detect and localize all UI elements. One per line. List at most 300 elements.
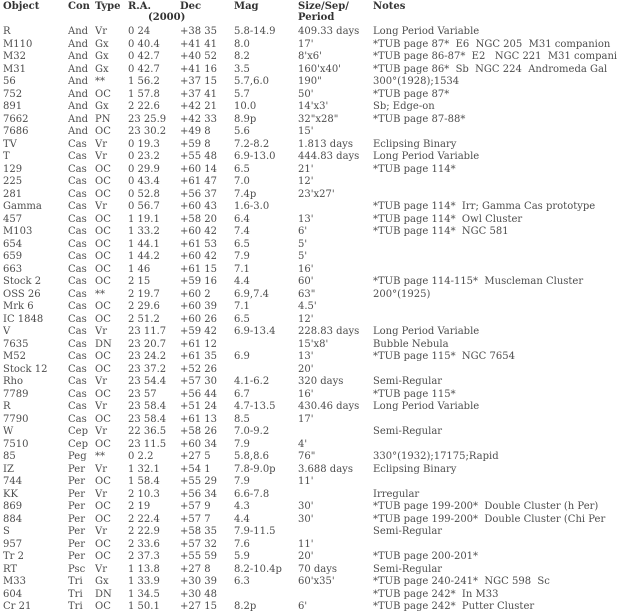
magnitude-cell: 7.1 (234, 301, 250, 312)
object-cell: 891 (3, 101, 23, 112)
constellation-cell: Cas (68, 176, 87, 187)
table-row (0, 476, 640, 489)
ra-cell: 1 19.1 (128, 213, 160, 225)
ra-cell: 23 20.7 (128, 338, 167, 350)
dec-cell: +61 53 (180, 238, 218, 250)
notes-cell: 200°(1925) (373, 288, 431, 300)
dec-cell: +60 42 (180, 251, 218, 262)
magnitude-cell: 7.4p (234, 188, 257, 200)
ra-cell: 23 54.4 (128, 376, 167, 387)
type-cell: Gx (95, 38, 109, 50)
ra-cell: 23 25.9 (128, 113, 167, 125)
magnitude-cell: 5.7 (234, 88, 250, 100)
table-row (0, 426, 640, 439)
object-cell: Mrk 6 (3, 301, 34, 312)
object-cell: IZ (3, 463, 14, 475)
dec-cell: +58 20 (180, 213, 218, 225)
header-size-line2: Period (298, 12, 335, 23)
constellation-cell: Cas (68, 151, 87, 162)
object-cell: Stock 12 (3, 363, 48, 375)
object-cell: 129 (3, 163, 23, 175)
type-cell: OC (95, 388, 111, 400)
notes-cell: *TUB page 199-200* Double Cluster (Chi Per (373, 513, 606, 525)
size-cell: 60' (298, 276, 314, 287)
dec-cell: +56 44 (180, 388, 218, 400)
dec-cell: +60 43 (180, 201, 218, 212)
object-cell: 752 (3, 88, 23, 100)
dec-cell: +27 15 (180, 601, 218, 612)
constellation-cell: Cas (68, 201, 87, 212)
type-cell: OC (95, 513, 111, 525)
type-cell: OC (95, 176, 111, 187)
magnitude-cell: 7.2-8.2 (234, 138, 270, 150)
magnitude-cell: 6.7 (234, 388, 250, 400)
table-row (0, 214, 640, 227)
object-cell: 281 (3, 188, 23, 200)
notes-cell: Sb; Edge-on (373, 101, 435, 112)
constellation-cell: Cas (68, 226, 87, 237)
header-size-line1: Size/Sep/ (298, 1, 349, 12)
size-cell: 8'x6' (298, 51, 322, 62)
object-cell: Tr 2 (3, 551, 24, 562)
header-object: Object (3, 1, 40, 12)
table-row (0, 351, 640, 364)
object-cell: RT (3, 563, 18, 575)
size-cell: 76" (298, 451, 316, 462)
table-row (0, 151, 640, 164)
constellation-cell: Per (68, 526, 85, 537)
type-cell: Vr (95, 401, 108, 412)
dec-cell: +38 35 (180, 26, 218, 37)
size-cell: 430.46 days (298, 401, 360, 412)
ra-cell: 2 51.2 (128, 313, 160, 325)
table-row (0, 264, 640, 277)
magnitude-cell: 8.0 (234, 38, 250, 50)
size-cell: 21' (298, 163, 314, 175)
size-cell: 50' (298, 88, 314, 100)
table-row (0, 289, 640, 302)
dec-cell: +41 41 (180, 38, 218, 50)
type-cell: OC (95, 538, 111, 550)
type-cell: Vr (95, 376, 108, 387)
type-cell: OC (95, 601, 111, 612)
dec-cell: +60 14 (180, 163, 218, 175)
ra-cell: 1 58.4 (128, 476, 160, 487)
type-cell: PN (95, 113, 111, 125)
size-cell: 14'x3' (298, 101, 329, 112)
notes-cell: *TUB page 114* Irr; Gamma Cas prototype (373, 201, 596, 212)
table-row (0, 314, 640, 327)
magnitude-cell: 7.9 (234, 476, 250, 487)
size-cell: 30' (298, 501, 314, 512)
magnitude-cell: 3.5 (234, 63, 250, 75)
magnitude-cell: 8.5 (234, 413, 250, 425)
type-cell: OC (95, 413, 111, 425)
ra-cell: 0 42.7 (128, 51, 160, 62)
type-cell: Gx (95, 576, 109, 587)
ra-cell: 1 50.1 (128, 601, 160, 612)
magnitude-cell: 5.7,6.0 (234, 76, 269, 87)
notes-cell: Semi-Regular (373, 526, 443, 537)
magnitude-cell: 4.7-13.5 (234, 401, 276, 412)
notes-cell: 300°(1928);1534 (373, 76, 460, 87)
size-cell: 1.813 days (298, 138, 353, 150)
ra-cell: 2 33.6 (128, 538, 160, 550)
magnitude-cell: 6.9,7.4 (234, 288, 269, 300)
type-cell: OC (95, 301, 111, 312)
object-cell: 85 (3, 451, 16, 462)
dec-cell: +57 7 (180, 513, 211, 525)
ra-cell: 23 30.2 (128, 126, 167, 137)
table-row (0, 114, 640, 127)
object-cell: IC 1848 (3, 313, 44, 325)
dec-cell: +60 26 (180, 313, 218, 325)
magnitude-cell: 6.9-13.0 (234, 151, 276, 162)
dec-cell: +57 32 (180, 538, 218, 550)
size-cell: 320 days (298, 376, 344, 387)
constellation-cell: Cas (68, 313, 87, 325)
constellation-cell: Cas (68, 213, 87, 225)
magnitude-cell: 8.2-10.4p (234, 563, 282, 575)
constellation-cell: Cas (68, 188, 87, 200)
ra-cell: 1 13.8 (128, 563, 160, 575)
size-cell: 190" (298, 76, 322, 87)
table-row (0, 64, 640, 77)
table-row (0, 176, 640, 189)
notes-cell: *TUB page 242* In M33 (373, 588, 499, 600)
notes-cell: *TUB page 114* NGC 581 (373, 226, 509, 237)
constellation-cell: Cas (68, 238, 87, 250)
table-row (0, 189, 640, 202)
constellation-cell: Tri (68, 601, 83, 612)
dec-cell: +60 39 (180, 301, 218, 312)
constellation-cell: Per (68, 476, 85, 487)
size-cell: 16' (298, 388, 314, 400)
object-cell: 654 (3, 238, 23, 250)
size-cell: 6' (298, 601, 308, 612)
notes-cell: *TUB page 86-87* E2 NGC 221 M31 compani (373, 51, 618, 62)
dec-cell: +56 37 (180, 188, 218, 200)
size-cell: 70 days (298, 563, 338, 575)
constellation-cell: Per (68, 513, 85, 525)
size-cell: 12' (298, 176, 314, 187)
type-cell: Vr (95, 463, 108, 475)
dec-cell: +59 16 (180, 276, 218, 287)
magnitude-cell: 7.0-9.2 (234, 426, 270, 437)
ra-cell: 0 2.2 (128, 451, 154, 462)
object-cell: Cr 21 (3, 601, 32, 612)
header-con: Con (68, 1, 90, 12)
dec-cell: +51 24 (180, 401, 218, 412)
size-cell: 30' (298, 513, 314, 525)
constellation-cell: Cas (68, 138, 87, 150)
magnitude-cell: 5.8,8.6 (234, 451, 269, 462)
constellation-cell: Cep (68, 438, 88, 450)
ra-cell: 23 37.2 (128, 363, 167, 375)
magnitude-cell: 4.1-6.2 (234, 376, 270, 387)
header-notes: Notes (373, 1, 406, 12)
type-cell: Vr (95, 151, 108, 162)
object-cell: M52 (3, 351, 26, 362)
constellation-cell: And (68, 38, 89, 50)
table-row (0, 601, 640, 614)
dec-cell: +37 15 (180, 76, 218, 87)
type-cell: OC (95, 351, 111, 362)
magnitude-cell: 5.6 (234, 126, 250, 137)
table-row (0, 201, 640, 214)
dec-cell: +61 13 (180, 413, 218, 425)
type-cell: OC (95, 238, 111, 250)
dec-cell: +57 9 (180, 501, 211, 512)
table-row (0, 164, 640, 177)
ra-cell: 0 42.7 (128, 63, 160, 75)
magnitude-cell: 1.6-3.0 (234, 201, 270, 212)
notes-cell: *TUB page 240-241* NGC 598 Sc (373, 576, 550, 587)
ra-cell: 0 24 (128, 26, 151, 37)
magnitude-cell: 5.8-14.9 (234, 26, 276, 37)
notes-cell: Eclipsing Binary (373, 138, 457, 150)
table-row (0, 26, 640, 39)
notes-cell: Long Period Variable (373, 326, 480, 337)
notes-cell: *TUB page 114* Owl Cluster (373, 213, 523, 225)
notes-cell: Semi-Regular (373, 426, 443, 437)
notes-cell: Long Period Variable (373, 401, 480, 412)
type-cell: DN (95, 588, 112, 600)
type-cell: ** (95, 76, 105, 87)
type-cell: OC (95, 188, 111, 200)
object-cell: M110 (3, 38, 33, 50)
object-cell: 56 (3, 76, 16, 87)
object-cell: Gamma (3, 201, 42, 212)
notes-cell: *TUB page 86* Sb NGC 224 Andromeda Gal (373, 63, 608, 75)
magnitude-cell: 10.0 (234, 101, 257, 112)
object-cell: 659 (3, 251, 23, 262)
ra-cell: 1 44.1 (128, 238, 160, 250)
object-cell: 869 (3, 501, 23, 512)
type-cell: Gx (95, 63, 109, 75)
type-cell: OC (95, 163, 111, 175)
ra-cell: 2 37.3 (128, 551, 160, 562)
table-row (0, 239, 640, 252)
magnitude-cell: 4.3 (234, 501, 250, 512)
magnitude-cell: 7.0 (234, 176, 250, 187)
size-cell: 17' (298, 38, 314, 50)
magnitude-cell: 7.6 (234, 538, 250, 550)
constellation-cell: Cas (68, 288, 87, 300)
size-cell: 409.33 days (298, 26, 360, 37)
type-cell: OC (95, 276, 111, 287)
magnitude-cell: 8.2 (234, 51, 250, 62)
dec-cell: +59 8 (180, 138, 211, 150)
size-cell: 60'x35' (298, 576, 335, 587)
notes-cell: *TUB page 114-115* Muscleman Cluster (373, 276, 584, 287)
magnitude-cell: 5.9 (234, 551, 250, 562)
magnitude-cell: 6.5 (234, 163, 250, 175)
size-cell: 15'x8' (298, 338, 329, 350)
size-cell: 23'x27' (298, 188, 335, 200)
ra-cell: 2 22.6 (128, 101, 160, 112)
table-row (0, 39, 640, 52)
notes-cell: Semi-Regular (373, 563, 443, 575)
dec-cell: +56 34 (180, 488, 218, 500)
notes-cell: *TUB page 199-200* Double Cluster (h Per) (373, 501, 599, 512)
ra-cell: 2 19.7 (128, 288, 160, 300)
object-cell: 225 (3, 176, 23, 187)
dec-cell: +52 26 (180, 363, 218, 375)
ra-cell: 22 36.5 (128, 426, 167, 437)
size-cell: 32"x28" (298, 113, 339, 125)
size-cell: 444.83 days (298, 151, 360, 162)
size-cell: 11' (298, 476, 314, 487)
ra-cell: 0 43.4 (128, 176, 160, 187)
type-cell: DN (95, 338, 112, 350)
table-row (0, 376, 640, 389)
constellation-cell: Psc (68, 563, 86, 575)
header-type: Type (95, 1, 121, 12)
notes-cell: *TUB page 115* NGC 7654 (373, 351, 515, 362)
object-cell: R (3, 26, 11, 37)
constellation-cell: Per (68, 501, 85, 512)
ra-cell: 1 33.9 (128, 576, 160, 587)
size-cell: 6' (298, 226, 308, 237)
dec-cell: +58 35 (180, 526, 218, 537)
notes-cell: 330°(1932);17175;Rapid (373, 451, 499, 462)
constellation-cell: Cas (68, 263, 87, 275)
constellation-cell: Peg (68, 451, 87, 462)
constellation-cell: Cas (68, 351, 87, 362)
table-row (0, 489, 640, 502)
ra-cell: 1 32.1 (128, 463, 160, 475)
ra-cell: 23 24.2 (128, 351, 167, 362)
table-row (0, 51, 640, 64)
ra-cell: 1 33.2 (128, 226, 160, 237)
size-cell: 17' (298, 413, 314, 425)
table-row (0, 526, 640, 539)
magnitude-cell: 7.9-11.5 (234, 526, 276, 537)
dec-cell: +61 35 (180, 351, 218, 362)
notes-cell: *TUB page 87* E6 NGC 205 M31 companion (373, 38, 611, 50)
dec-cell: +61 12 (180, 338, 218, 350)
constellation-cell: Per (68, 463, 85, 475)
table-row (0, 564, 640, 577)
object-cell: KK (3, 488, 18, 500)
ra-cell: 1 44.2 (128, 251, 160, 262)
constellation-cell: And (68, 63, 89, 75)
type-cell: ** (95, 288, 105, 300)
constellation-cell: Cas (68, 363, 87, 375)
ra-cell: 0 40.4 (128, 38, 160, 50)
notes-cell: Semi-Regular (373, 376, 443, 387)
dec-cell: +27 5 (180, 451, 211, 462)
ra-cell: 0 56.7 (128, 201, 160, 212)
notes-cell: Bubble Nebula (373, 338, 449, 350)
type-cell: OC (95, 313, 111, 325)
type-cell: OC (95, 263, 111, 275)
constellation-cell: Cas (68, 326, 87, 337)
object-cell: S (3, 526, 10, 537)
size-cell: 4' (298, 438, 308, 450)
object-cell: M32 (3, 51, 26, 62)
dec-cell: +49 8 (180, 126, 211, 137)
ra-cell: 2 29.6 (128, 301, 160, 312)
constellation-cell: Cas (68, 251, 87, 262)
object-cell: 7635 (3, 338, 29, 350)
type-cell: Vr (95, 563, 108, 575)
dec-cell: +60 2 (180, 288, 211, 300)
type-cell: OC (95, 438, 111, 450)
constellation-cell: Tri (68, 588, 83, 600)
object-cell: TV (3, 138, 17, 150)
dec-cell: +30 39 (180, 576, 218, 587)
size-cell: 11' (298, 538, 314, 550)
type-cell: OC (95, 226, 111, 237)
notes-cell: Long Period Variable (373, 26, 480, 37)
object-cell: R (3, 401, 11, 412)
table-row (0, 589, 640, 602)
type-cell: Gx (95, 101, 109, 112)
dec-cell: +37 41 (180, 88, 218, 100)
object-cell: M31 (3, 63, 26, 75)
ra-cell: 23 57 (128, 388, 157, 400)
type-cell: Vr (95, 138, 108, 150)
ra-cell: 1 46 (128, 263, 151, 275)
type-cell: OC (95, 126, 111, 137)
object-cell: 663 (3, 263, 23, 275)
type-cell: Vr (95, 488, 108, 500)
size-cell: 16' (298, 263, 314, 275)
table-row (0, 551, 640, 564)
dec-cell: +57 30 (180, 376, 218, 387)
constellation-cell: And (68, 126, 89, 137)
object-cell: M33 (3, 576, 26, 587)
dec-cell: +27 8 (180, 563, 211, 575)
notes-cell: *TUB page 200-201* (373, 551, 479, 562)
dec-cell: +41 16 (180, 63, 218, 75)
type-cell: Gx (95, 51, 109, 62)
ra-cell: 23 58.4 (128, 401, 167, 412)
type-cell: ** (95, 451, 105, 462)
table-row (0, 226, 640, 239)
notes-cell: Eclipsing Binary (373, 463, 457, 475)
table-row (0, 89, 640, 102)
ra-cell: 0 29.9 (128, 163, 160, 175)
constellation-cell: Per (68, 488, 85, 500)
header-dec: Dec (180, 1, 202, 12)
constellation-cell: Cas (68, 163, 87, 175)
magnitude-cell: 7.9 (234, 251, 250, 262)
ra-cell: 23 11.7 (128, 326, 167, 337)
constellation-cell: Cep (68, 426, 88, 437)
notes-cell: *TUB page 242* Putter Cluster (373, 601, 535, 612)
type-cell: OC (95, 251, 111, 262)
dec-cell: +30 48 (180, 588, 218, 600)
dec-cell: +42 33 (180, 113, 218, 125)
header-mag: Mag (234, 1, 259, 12)
type-cell: OC (95, 213, 111, 225)
type-cell: OC (95, 88, 111, 100)
type-cell: OC (95, 363, 111, 375)
table-row (0, 126, 640, 139)
constellation-cell: Per (68, 551, 85, 562)
magnitude-cell: 8.9p (234, 113, 257, 125)
ra-cell: 2 22.4 (128, 513, 160, 525)
constellation-cell: And (68, 113, 89, 125)
table-row (0, 389, 640, 402)
ra-cell: 2 19 (128, 501, 151, 512)
object-cell: 7789 (3, 388, 29, 400)
table-row (0, 139, 640, 152)
constellation-cell: Cas (68, 276, 87, 287)
